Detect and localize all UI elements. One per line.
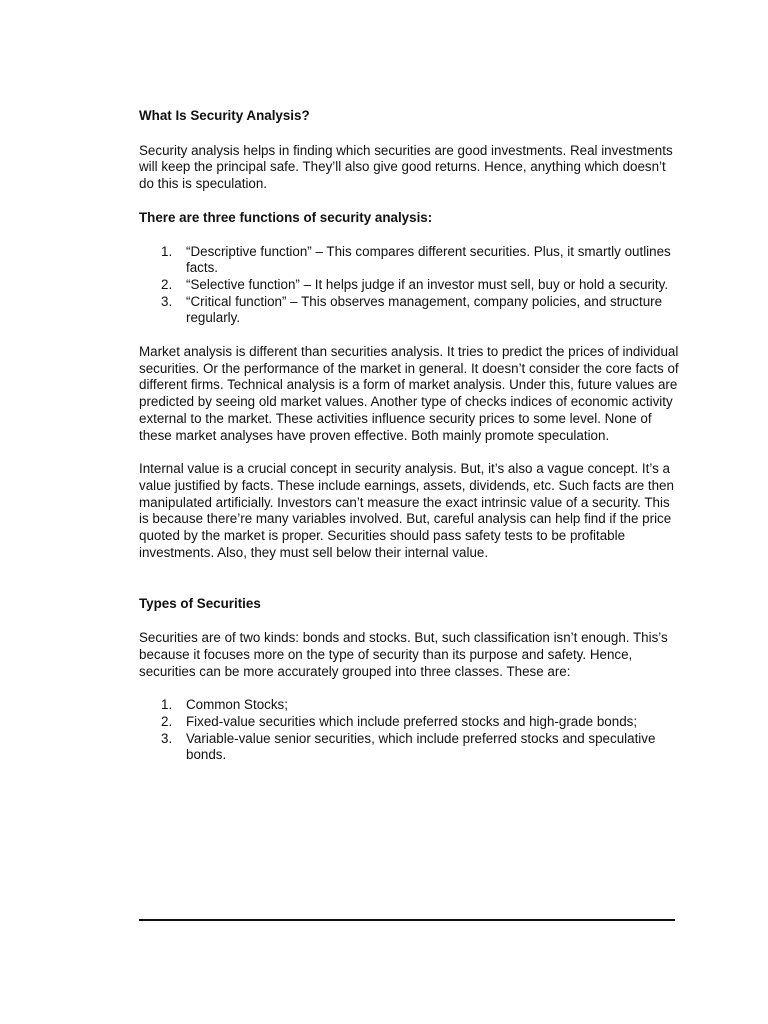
document-body xyxy=(139,108,679,764)
types-of-securities-intro: Securities are of two kinds: bonds and stocks. But, such classification isn’t enough. This’s because it focuses more on the type of security than its purpose and safety. Hence, securities can be more accurately grouped into three classes. These are: xyxy=(139,630,668,679)
list-number: 1. xyxy=(161,697,173,713)
list-item xyxy=(139,714,679,731)
list-item xyxy=(139,244,679,277)
section-title-types-of-securities: Types of Securities xyxy=(139,596,261,612)
list-text: Fixed-value securities which include preferred stocks and high-grade bonds; xyxy=(186,713,638,729)
list-text: Variable-value senior securities, which include preferred stocks and speculative bonds. xyxy=(186,730,656,763)
list-item xyxy=(139,731,679,764)
list-item xyxy=(139,697,679,714)
list-number: 3. xyxy=(161,730,173,746)
list-item xyxy=(139,294,679,327)
list-text: “Critical function” – This observes management, company policies, and structure regularly. xyxy=(186,293,663,326)
list-text: Common Stocks; xyxy=(186,697,288,713)
list-number: 2. xyxy=(161,276,173,292)
internal-value-paragraph: Internal value is a crucial concept in security analysis. But, it’s also a vague concept. It’s a value justified by facts. These include earnings, assets, dividends, etc. Such facts are then manipulated artificially. Investors can’t measure the exact intrinsic value of a security. This is because there’re many variables involved. But, careful analysis can help find if the price quoted by the market is proper. Securities should pass safety tests to be profitable investments. Also, they must sell below their internal value. xyxy=(139,461,674,560)
list-number: 1. xyxy=(161,243,173,259)
list-item xyxy=(139,277,679,294)
security-analysis-intro: Security analysis helps in finding which securities are good investments. Real investments will keep the principal safe. They’ll also give good returns. Hence, anything which doesn’t do this is speculation. xyxy=(139,142,673,192)
list-text: “Descriptive function” – This compares different securities. Plus, it smartly outlines facts. xyxy=(186,243,671,276)
list-text: “Selective function” – It helps judge if an investor must sell, buy or hold a security. xyxy=(186,276,669,292)
security-classes-list xyxy=(139,697,679,764)
footer-divider xyxy=(139,919,675,921)
functions-heading: There are three functions of security analysis: xyxy=(139,209,433,225)
list-number: 2. xyxy=(161,713,173,729)
section-title-security-analysis: What Is Security Analysis? xyxy=(139,108,310,123)
functions-list xyxy=(139,244,679,328)
list-number: 3. xyxy=(161,293,173,309)
market-analysis-paragraph: Market analysis is different than securities analysis. It tries to predict the prices of individual securities. Or the performance of the market in general. It doesn’t consider the core facts of different firms. Technical analysis is a form of market analysis. Under this, future values are predicted by seeing old market values. Another type of checks indices of economic activity external to the market. These activities influence security prices to some level. None of these market analyses have proven effective. Both mainly promote speculation. xyxy=(139,344,679,443)
